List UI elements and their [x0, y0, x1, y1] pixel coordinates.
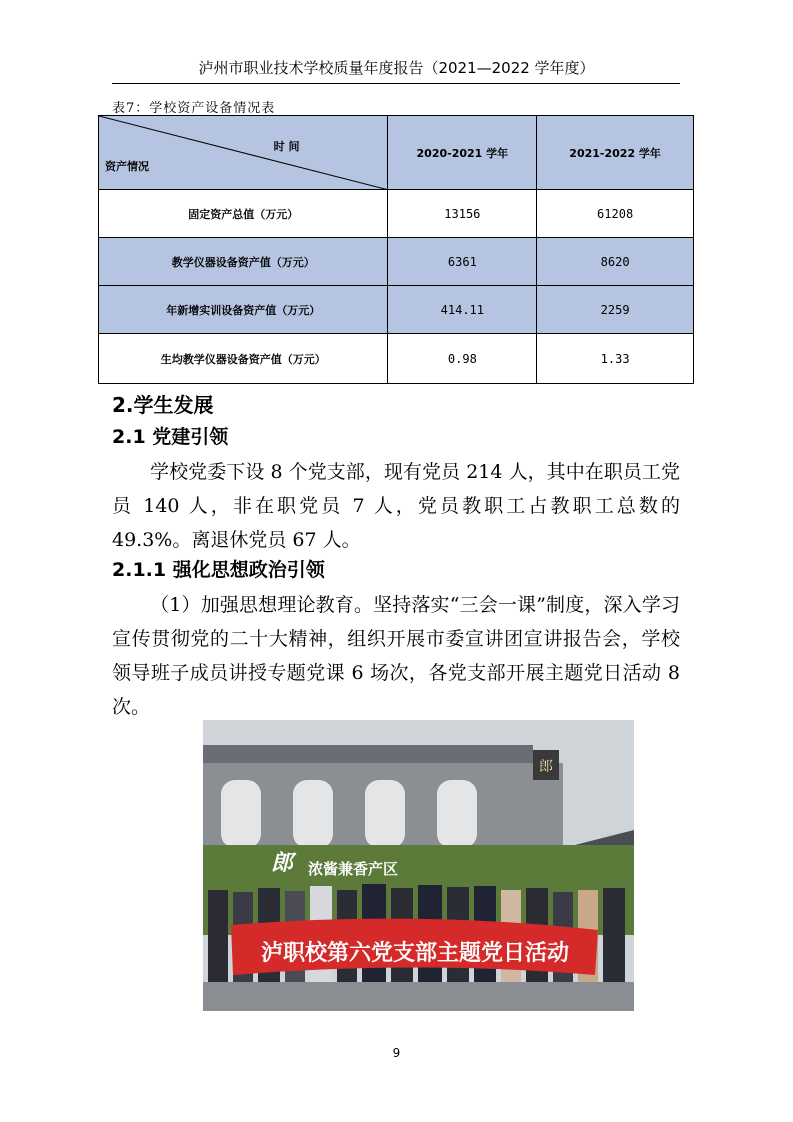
row-label: 生均教学仪器设备资产值（万元）	[99, 334, 388, 384]
cell-value: 6361	[388, 238, 537, 286]
row-label: 固定资产总值（万元）	[99, 190, 388, 238]
diagonal-header-cell	[99, 116, 388, 190]
cell-value: 0.98	[388, 334, 537, 384]
cell-value: 61208	[537, 190, 694, 238]
paragraph-text: 学校党委下设 8 个党支部，现有党员 214 人，其中在职员工党员 140 人，非在职党员 7 人，党员教职工占教职工总数的 49.3%。离退休党员 67 人。	[112, 461, 680, 551]
storage-tank	[365, 780, 405, 848]
table-row	[99, 238, 694, 286]
storage-tank	[437, 780, 477, 848]
sign-text: 浓酱兼香产区	[308, 860, 399, 878]
header-time-label: 时 间	[273, 140, 300, 153]
subsection-heading: 2.1 党建引领	[112, 426, 229, 448]
diagonal-line	[99, 116, 389, 190]
logo-text: 郎	[539, 759, 553, 775]
group-photo	[203, 720, 634, 1011]
person	[603, 888, 625, 992]
row-label: 年新增实训设备资产值（万元）	[99, 286, 388, 334]
paragraph-ideology	[112, 588, 680, 724]
banner-text: 泸职校第六党支部主题党日活动	[260, 941, 570, 966]
cell-value: 1.33	[537, 334, 694, 384]
storage-tank	[221, 780, 261, 848]
person	[208, 890, 228, 995]
sign-logo: 郎	[271, 850, 294, 876]
subsubsection-heading: 2.1.1 强化思想政治引领	[112, 559, 325, 581]
page-number: 9	[392, 1046, 401, 1060]
table-header-row	[99, 116, 694, 190]
column-header: 2020-2021 学年	[388, 116, 537, 190]
photo-illustration	[203, 720, 634, 1011]
pavement	[203, 982, 634, 1011]
building-roof	[203, 745, 533, 763]
cell-value: 13156	[388, 190, 537, 238]
table-row	[99, 190, 694, 238]
table-caption: 表7：学校资产设备情况表	[112, 101, 276, 116]
cell-value: 414.11	[388, 286, 537, 334]
running-header: 泸州市职业技术学校质量年度报告（2021—2022 学年度）	[198, 59, 595, 77]
cell-value: 2259	[537, 286, 694, 334]
row-label: 教学仪器设备资产值（万元）	[99, 238, 388, 286]
paragraph-party-members	[112, 455, 680, 557]
table-row	[99, 286, 694, 334]
assets-table	[98, 115, 694, 384]
paragraph-text: （1）加强思想理论教育。坚持落实“三会一课”制度，深入学习宣传贯彻党的二十大精神，组织开展市委宣讲团宣讲报告会，学校领导班子成员讲授专题党课 6 场次，各党支部开展主题党日活动 8 次。	[112, 594, 680, 718]
header-asset-label: 资产情况	[105, 160, 149, 173]
column-header: 2021-2022 学年	[537, 116, 694, 190]
table-row	[99, 334, 694, 384]
storage-tank	[293, 780, 333, 848]
cell-value: 8620	[537, 238, 694, 286]
header-divider	[112, 83, 680, 84]
section-heading: 2.学生发展	[112, 393, 214, 417]
